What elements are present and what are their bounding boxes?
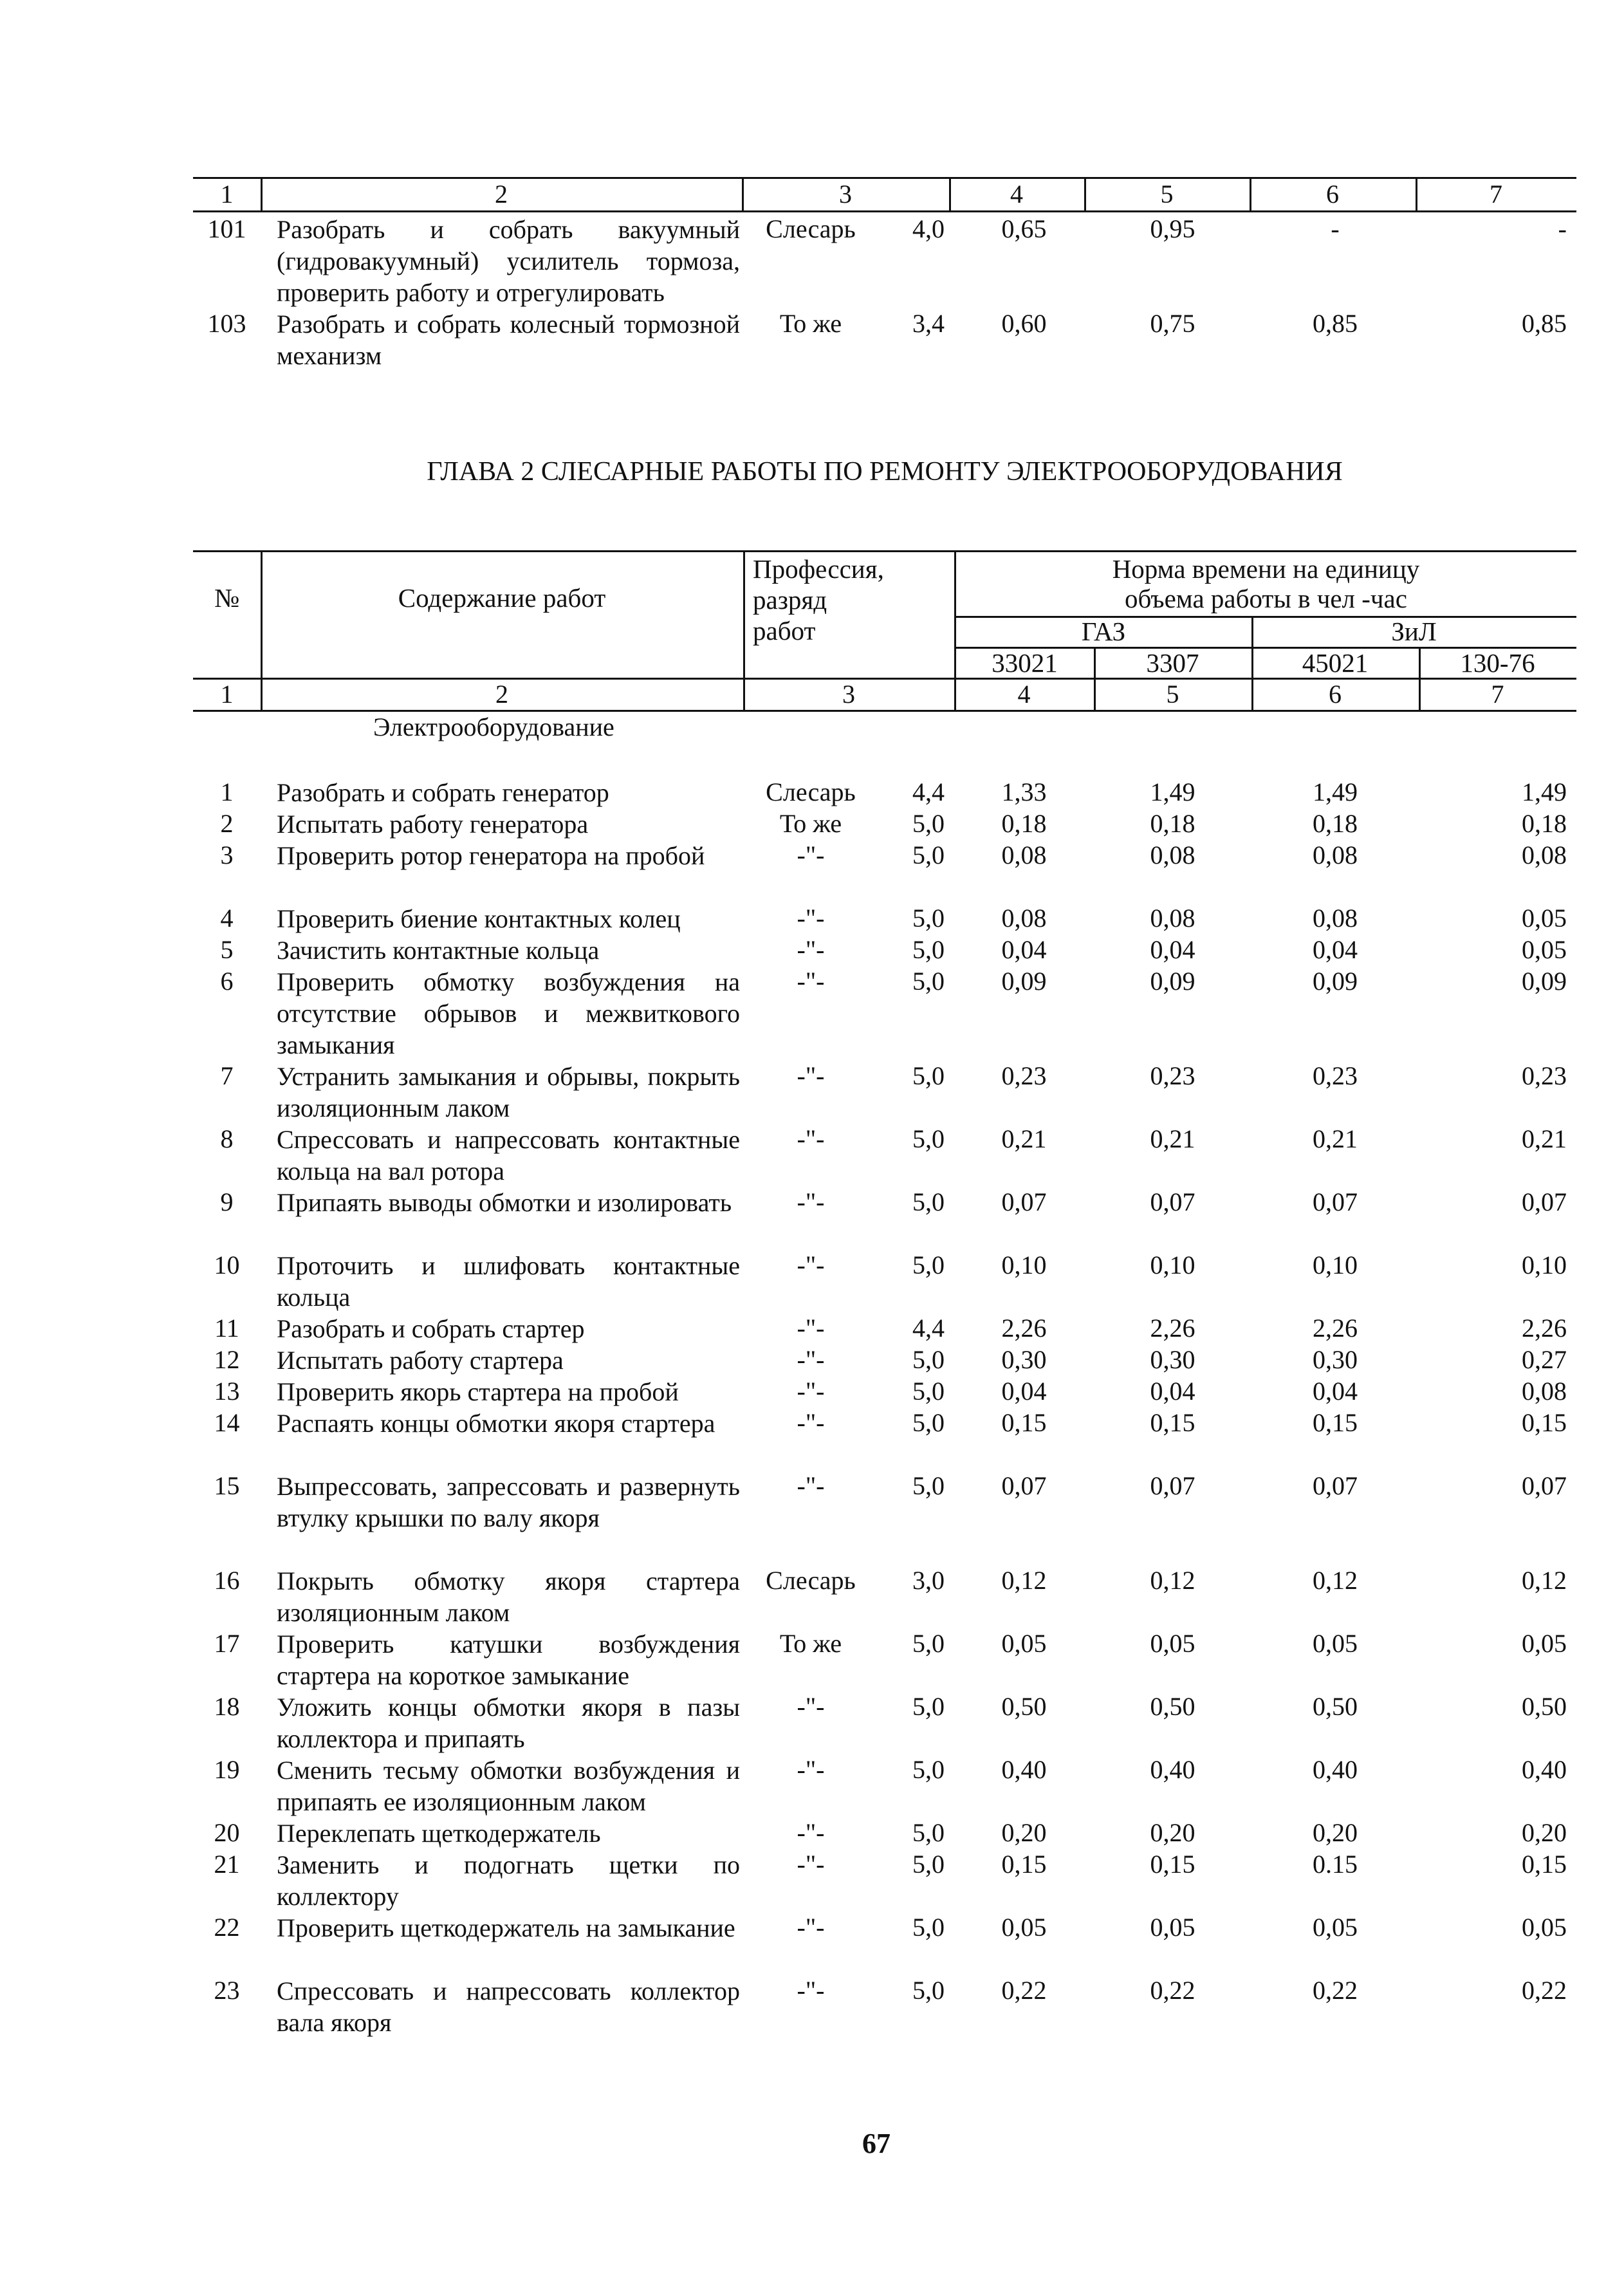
row-profession: -"- [797,1850,825,1879]
row-profession: -"- [797,1755,825,1784]
row-value-33021: 0,10 [1001,1250,1047,1279]
row-number: 20 [214,1818,240,1847]
row-grade: 5,0 [912,1976,945,2005]
row-value-45021: 0,15 [1313,1408,1358,1437]
row-description: Проверить ротор генератора на пробой [277,841,705,870]
row-value-130-76: 0,05 [1522,1629,1567,1658]
row-value-45021: 0,30 [1313,1345,1358,1374]
row-value-33021: 0,08 [1001,904,1047,933]
row-value-33021: 0,23 [1001,1061,1047,1090]
column-number: 5 [1160,180,1174,209]
row-value-45021: 0,07 [1313,1471,1358,1500]
row-value-130-76: 0,15 [1522,1408,1567,1437]
row-grade: 5,0 [912,1755,945,1784]
row-value-130-76: 0,40 [1522,1755,1567,1784]
row-value-3307: 0,21 [1150,1124,1195,1153]
row-number: 4 [220,904,234,933]
row-value-3307: 0,50 [1150,1692,1195,1721]
row-value-45021: 0,40 [1313,1755,1358,1784]
row-grade: 5,0 [912,935,945,964]
row-grade: 3,0 [912,1566,945,1595]
row-value-3307: 0,12 [1150,1566,1195,1595]
row-value-130-76: 0,27 [1522,1345,1567,1374]
row-number: 2 [220,809,234,838]
row-profession: -"- [797,1345,825,1374]
row-number: 103 [207,309,246,338]
row-grade: 5,0 [912,1408,945,1437]
row-value-3307: 0,04 [1150,1377,1195,1406]
column-number: 7 [1491,680,1504,709]
row-value-45021: 0,23 [1313,1061,1358,1090]
row-value-45021: - [1331,214,1340,243]
row-description: Проверить щеткодержатель на замыкание [277,1913,735,1942]
column-number: 4 [1017,680,1031,709]
row-value-3307: 0,30 [1150,1345,1195,1374]
column-number: 2 [495,180,508,209]
row-value-33021: 0,05 [1001,1629,1047,1658]
row-description: Распаять концы обмотки якоря стартера [277,1409,715,1438]
row-value-45021: 0,22 [1313,1976,1358,2005]
row-value-45021: 0,05 [1313,1629,1358,1658]
row-value-3307: 0,05 [1150,1629,1195,1658]
row-grade: 5,0 [912,1345,945,1374]
row-value-3307: 0,08 [1150,841,1195,869]
row-description: Проверить катушки возбуждения стартера на короткое замыкание [277,1630,740,1690]
row-profession: -"- [797,1124,825,1153]
row-value-3307: 0,10 [1150,1250,1195,1279]
column-number: 4 [1010,180,1023,209]
row-value-33021: 2,26 [1001,1314,1047,1343]
row-value-3307: 0,40 [1150,1755,1195,1784]
column-number: 7 [1490,180,1502,209]
row-value-33021: 0,30 [1001,1345,1047,1374]
row-number: 6 [220,967,234,996]
row-number: 1 [220,777,234,806]
row-profession: Слесарь [766,214,856,243]
header-profession-line3: работ [753,616,816,646]
row-value-3307: 0,08 [1150,904,1195,933]
row-number: 14 [214,1408,240,1437]
header-norm-line1: Норма времени на единицу [1112,554,1420,584]
row-value-33021: 0,09 [1001,967,1047,996]
row-number: 13 [214,1377,240,1406]
row-value-33021: 0,60 [1001,309,1047,338]
row-profession: -"- [797,904,825,933]
header-profession-line2: разряд [753,585,827,615]
row-value-130-76: 0,85 [1522,309,1567,338]
row-number: 3 [220,841,234,869]
row-value-130-76: 0,18 [1522,809,1567,838]
row-value-3307: 0,09 [1150,967,1195,996]
row-value-33021: 0,07 [1001,1187,1047,1216]
row-value-3307: 0,95 [1150,214,1195,243]
row-value-33021: 0,21 [1001,1124,1047,1153]
row-number: 5 [220,935,234,964]
row-value-3307: 0,75 [1150,309,1195,338]
row-value-45021: 0,07 [1313,1187,1358,1216]
row-profession: То же [779,809,842,838]
row-profession: То же [779,1629,842,1658]
row-value-3307: 0,07 [1150,1471,1195,1500]
row-value-33021: 0,12 [1001,1566,1047,1595]
row-value-45021: 0,18 [1313,809,1358,838]
header-model: 130-76 [1460,648,1535,678]
header-model: 33021 [992,648,1058,678]
row-value-33021: 0,05 [1001,1913,1047,1942]
row-grade: 5,0 [912,1471,945,1500]
row-value-45021: 0,08 [1313,841,1358,869]
row-description: Спрессовать и напрессовать контактные кольца на вал ротора [277,1125,740,1185]
header-norm-line2: объема работы в чел -час [1125,584,1407,613]
row-value-130-76: 0,07 [1522,1471,1567,1500]
row-value-33021: 0,15 [1001,1850,1047,1879]
row-number: 10 [214,1250,240,1279]
row-value-45021: 0,05 [1313,1913,1358,1942]
row-description: Переклепать щеткодержатель [277,1819,601,1848]
row-number: 9 [220,1187,234,1216]
row-grade: 5,0 [912,1818,945,1847]
row-grade: 5,0 [912,1250,945,1279]
column-number: 6 [1326,180,1339,209]
row-value-3307: 0,15 [1150,1408,1195,1437]
section-heading: Электрооборудование [373,712,614,741]
row-profession: То же [779,309,842,338]
row-number: 23 [214,1976,240,2005]
row-grade: 5,0 [912,1913,945,1942]
row-grade: 5,0 [912,904,945,933]
row-description: Проверить якорь стартера на пробой [277,1377,679,1406]
row-value-33021: 0,08 [1001,841,1047,869]
header-rule-top [193,550,1576,552]
row-grade: 5,0 [912,841,945,869]
row-grade: 5,0 [912,1061,945,1090]
header-content: Содержание работ [398,583,606,613]
row-description: Выпрессовать, запрессовать и развернуть втулку крышки по валу якоря [277,1472,740,1532]
row-value-3307: 1,49 [1150,777,1195,806]
row-value-130-76: 0,10 [1522,1250,1567,1279]
header-model: 3307 [1146,648,1199,678]
row-value-45021: 0,04 [1313,1377,1358,1406]
row-number: 15 [214,1471,240,1500]
row-value-33021: 1,33 [1001,777,1047,806]
header-model: 45021 [1302,648,1369,678]
header-profession-line1: Профессия, [753,554,884,584]
row-grade: 5,0 [912,1692,945,1721]
row-number: 21 [214,1850,240,1879]
row-value-3307: 0,22 [1150,1976,1195,2005]
row-description: Уложить концы обмотки якоря в пазы коллектора и припаять [277,1693,740,1753]
row-value-130-76: 0,23 [1522,1061,1567,1090]
row-value-33021: 0,40 [1001,1755,1047,1784]
row-value-130-76: 0,05 [1522,904,1567,933]
column-number: 5 [1166,680,1179,709]
row-profession: -"- [797,1250,825,1279]
row-description: Проверить обмотку возбуждения на отсутствие обрывов и межвиткового замыкания [277,967,740,1059]
row-value-33021: 0,15 [1001,1408,1047,1437]
row-value-45021: 0,50 [1313,1692,1358,1721]
row-grade: 4,4 [912,777,945,806]
row-description: Заменить и подогнать щетки по коллектору [277,1850,740,1911]
row-value-130-76: 0,21 [1522,1124,1567,1153]
row-profession: -"- [797,1377,825,1406]
row-grade: 5,0 [912,1850,945,1879]
top-table-rule-bottom [193,210,1576,212]
row-value-33021: 0,22 [1001,1976,1047,2005]
row-value-33021: 0,65 [1001,214,1047,243]
column-number: 1 [220,180,234,209]
row-description: Испытать работу стартера [277,1346,564,1375]
row-value-33021: 0,04 [1001,1377,1047,1406]
row-profession: -"- [797,1471,825,1500]
row-profession: -"- [797,935,825,964]
row-value-33021: 0,50 [1001,1692,1047,1721]
header-group-gaz: ГАЗ [1081,617,1126,646]
row-profession: -"- [797,841,825,869]
row-value-45021: 0,20 [1313,1818,1358,1847]
row-number: 16 [214,1566,240,1595]
row-profession: -"- [797,1314,825,1343]
row-value-45021: 0,21 [1313,1124,1358,1153]
row-number: 8 [220,1124,234,1153]
row-value-45021: 0.15 [1313,1850,1358,1879]
column-number: 1 [220,680,234,709]
row-description: Проверить биение контактных колец [277,904,681,933]
row-value-130-76: 0,20 [1522,1818,1567,1847]
row-number: 17 [214,1629,240,1658]
row-description: Проточить и шлифовать контактные кольца [277,1251,740,1312]
row-profession: Слесарь [766,1566,856,1595]
row-value-130-76: 2,26 [1522,1314,1567,1343]
row-profession: -"- [797,1061,825,1090]
row-value-33021: 0,20 [1001,1818,1047,1847]
row-value-45021: 0,10 [1313,1250,1358,1279]
row-value-45021: 2,26 [1313,1314,1358,1343]
chapter-title: ГЛАВА 2 СЛЕСАРНЫЕ РАБОТЫ ПО РЕМОНТУ ЭЛЕКТРООБОРУДОВАНИЯ [427,457,1343,487]
row-number: 19 [214,1755,240,1784]
row-value-33021: 0,07 [1001,1471,1047,1500]
row-value-130-76: 0,08 [1522,841,1567,869]
row-number: 11 [214,1314,239,1343]
row-value-45021: 0,04 [1313,935,1358,964]
row-value-130-76: 0,07 [1522,1187,1567,1216]
row-description: Разобрать и собрать генератор [277,778,609,807]
header-group-zil: ЗиЛ [1391,617,1437,646]
row-grade: 5,0 [912,1377,945,1406]
column-number: 2 [495,680,508,709]
row-value-45021: 1,49 [1313,777,1358,806]
row-profession: -"- [797,1408,825,1437]
column-number: 6 [1329,680,1342,709]
row-description: Разобрать и собрать стартер [277,1314,585,1343]
row-value-130-76: 0,50 [1522,1692,1567,1721]
row-value-130-76: 1,49 [1522,777,1567,806]
row-profession: -"- [797,1187,825,1216]
row-description: Покрыть обмотку якоря стартера изоляционным лаком [277,1566,740,1627]
row-value-130-76: 0,08 [1522,1377,1567,1406]
row-value-33021: 0,04 [1001,935,1047,964]
row-grade: 4,0 [912,214,945,243]
row-profession: -"- [797,1913,825,1942]
row-number: 12 [214,1345,240,1374]
row-value-130-76: 0,05 [1522,1913,1567,1942]
row-value-130-76: 0,05 [1522,935,1567,964]
row-value-3307: 2,26 [1150,1314,1195,1343]
row-value-3307: 0,04 [1150,935,1195,964]
row-profession: Слесарь [766,777,856,806]
row-grade: 3,4 [912,309,945,338]
row-value-33021: 0,18 [1001,809,1047,838]
row-value-3307: 0,05 [1150,1913,1195,1942]
row-grade: 5,0 [912,1187,945,1216]
row-value-45021: 0,12 [1313,1566,1358,1595]
row-description: Припаять выводы обмотки и изолировать [277,1188,732,1217]
row-value-130-76: - [1558,214,1567,243]
row-number: 22 [214,1913,240,1942]
row-value-3307: 0,20 [1150,1818,1195,1847]
row-description: Разобрать и собрать вакуумный (гидровакуумный) усилитель тормоза, проверить работу и отрегулировать [277,215,740,307]
page-number: 67 [862,2128,890,2159]
row-description: Разобрать и собрать колесный тормозной механизм [277,310,740,370]
row-number: 101 [207,214,246,243]
row-value-45021: 0,09 [1313,967,1358,996]
row-profession: -"- [797,1818,825,1847]
row-profession: -"- [797,967,825,996]
row-grade: 4,4 [912,1314,945,1343]
row-grade: 5,0 [912,967,945,996]
row-number: 18 [214,1692,240,1721]
row-profession: -"- [797,1976,825,2005]
header-number: № [214,583,240,613]
column-number: 3 [842,680,855,709]
row-description: Зачистить контактные кольца [277,936,600,965]
row-number: 7 [220,1061,234,1090]
row-value-45021: 0,85 [1313,309,1358,338]
row-description: Испытать работу генератора [277,810,589,839]
row-grade: 5,0 [912,809,945,838]
row-grade: 5,0 [912,1629,945,1658]
row-value-130-76: 0,22 [1522,1976,1567,2005]
row-grade: 5,0 [912,1124,945,1153]
column-number: 3 [839,180,852,209]
row-value-130-76: 0,12 [1522,1566,1567,1595]
row-value-45021: 0,08 [1313,904,1358,933]
row-value-3307: 0,15 [1150,1850,1195,1879]
row-profession: -"- [797,1692,825,1721]
row-description: Устранить замыкания и обрывы, покрыть изоляционным лаком [277,1062,740,1122]
row-description: Спрессовать и напрессовать коллектор вала якоря [277,1976,740,2037]
row-value-3307: 0,07 [1150,1187,1195,1216]
row-value-3307: 0,23 [1150,1061,1195,1090]
row-description: Сменить тесьму обмотки возбуждения и припаять ее изоляционным лаком [277,1756,740,1816]
row-value-130-76: 0,15 [1522,1850,1567,1879]
row-value-3307: 0,18 [1150,809,1195,838]
row-value-130-76: 0,09 [1522,967,1567,996]
